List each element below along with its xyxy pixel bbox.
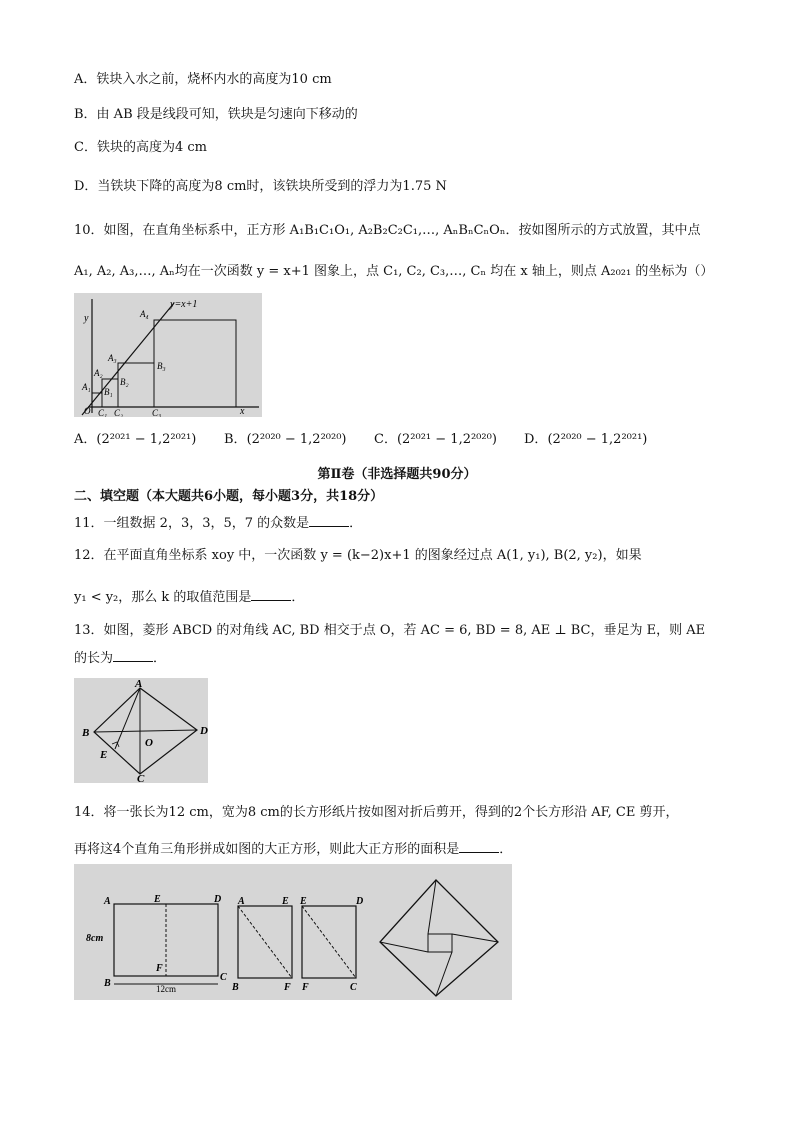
- option-c-q9: C．铁块的高度为4 cm: [74, 140, 207, 155]
- q14-figure-svg: [74, 864, 512, 1000]
- q12-line2-text: y₁ < y₂，那么 k 的取值范围是: [74, 590, 252, 605]
- label-c: C: [137, 773, 145, 783]
- label-e: E: [100, 749, 108, 761]
- label-b2: B₂: [120, 377, 129, 387]
- label-c1: C₁: [98, 408, 108, 417]
- label-b-half: B: [232, 982, 239, 993]
- q10-option-d-label: D．: [524, 432, 548, 447]
- label-a-rect: A: [104, 896, 111, 907]
- label-a3: A₃: [108, 353, 117, 363]
- label-a1: A₁: [82, 382, 91, 392]
- label-e-half: E: [282, 896, 289, 907]
- segment-ae: [115, 688, 140, 749]
- label-y: y: [84, 313, 89, 324]
- label-o: O: [84, 406, 91, 416]
- label-b3: B₃: [157, 361, 166, 371]
- q14-figure: [74, 864, 512, 1000]
- q10-option-a-value: (2²⁰²¹ − 1,2²⁰²¹): [96, 432, 197, 447]
- square-4: [154, 320, 236, 407]
- label-f-half: F: [284, 982, 291, 993]
- label-width: 8cm: [86, 933, 104, 944]
- label-c-rect: C: [220, 972, 227, 983]
- label-a4: A₄: [140, 309, 149, 319]
- q10-option-d-value: (2²⁰²⁰ − 1,2²⁰²¹): [547, 432, 648, 447]
- q14-line1: 14．将一张长为12 cm，宽为8 cm的长方形纸片按如图对折后剪开，得到的2个长方形沿 AF, CE 剪开，: [74, 805, 679, 820]
- section-title: 第Ⅱ卷（非选择题共90分）: [317, 467, 477, 482]
- q10-line2: A₁, A₂, A₃,…, Aₙ均在一次函数 y = x+1 图象上，点 C₁, C₂, C₃,…, Cₙ 均在 x 轴上，则点 A₂₀₂₁ 的坐标为（）: [74, 264, 714, 279]
- q13-period: ．: [153, 651, 167, 666]
- q11-period: ．: [349, 516, 363, 531]
- q10-figure-svg: [74, 293, 262, 417]
- q14-line2-text: 再将这4个直角三角形拼成如图的大正方形，则此大正方形的面积是: [74, 842, 460, 857]
- label-d-rect: D: [214, 894, 222, 905]
- cut-af: [238, 906, 292, 978]
- label-o: O: [145, 737, 153, 749]
- label-f-rect: F: [156, 963, 163, 974]
- label-a2: A₂: [94, 368, 103, 378]
- label-e-half2: E: [300, 896, 307, 907]
- q10-option-a-label: A．: [74, 432, 97, 447]
- label-b1: B₁: [104, 387, 113, 397]
- q12-line1: 12．在平面直角坐标系 xoy 中，一次函数 y = (k−2)x+1 的图象经过点 A(1, y₁), B(2, y₂)，如果: [74, 548, 642, 563]
- q10-option-c: [374, 428, 497, 447]
- label-c-half2: C: [350, 982, 357, 993]
- label-fn: y=x+1: [170, 299, 198, 310]
- q10-line1: 10．如图，在直角坐标系中，正方形 A₁B₁C₁O₁, A₂B₂C₂C₁,…, AₙBₙCₙOₙ．按如图所示的方式放置，其中点: [74, 223, 701, 238]
- q13-line2-text: 的长为: [74, 651, 114, 666]
- q13-figure: [74, 678, 208, 783]
- q10-option-b-value: (2²⁰²⁰ − 1,2²⁰²⁰): [246, 432, 347, 447]
- q13-figure-svg: [74, 678, 208, 783]
- q10-option-c-value: (2²⁰²¹ − 1,2²⁰²⁰): [396, 432, 497, 447]
- option-d-q9: D．当铁块下降的高度为8 cm时，该铁块所受到的浮力为1.75 N: [74, 179, 447, 194]
- diagonal-bd: [94, 730, 197, 732]
- label-a: A: [135, 678, 143, 690]
- q12-blank[interactable]: [251, 588, 291, 601]
- q12-line2: [74, 588, 304, 607]
- label-f-half2: F: [302, 982, 309, 993]
- q10-figure: [74, 293, 262, 417]
- q14-line2: [74, 840, 512, 859]
- label-e-rect: E: [154, 894, 161, 905]
- square-1: [92, 393, 102, 407]
- label-b: B: [82, 727, 90, 739]
- q11: [74, 514, 362, 533]
- section-heading: 二、填空题（本大题共6小题，每小题3分，共18分）: [74, 489, 384, 504]
- q11-text: 11．一组数据 2，3，3，5，7 的众数是: [74, 516, 310, 531]
- label-length: 12cm: [156, 984, 176, 994]
- label-a-half: A: [238, 896, 245, 907]
- q10-option-b: [224, 428, 347, 447]
- label-d: D: [200, 725, 208, 737]
- q10-option-a: [74, 428, 196, 447]
- label-x: x: [240, 406, 245, 417]
- label-c3: C₃: [152, 408, 162, 417]
- option-b-q9: B．由 AB 段是线段可知，铁块是匀速向下移动的: [74, 107, 358, 122]
- inner-square: [428, 934, 452, 952]
- q14-period: ．: [499, 842, 513, 857]
- big-square: [380, 880, 498, 996]
- q13-line2: [74, 649, 166, 668]
- q14-blank[interactable]: [459, 840, 499, 853]
- tri-edge-4: [380, 942, 428, 952]
- q10-option-c-label: C．: [374, 432, 397, 447]
- label-b-rect: B: [104, 978, 111, 989]
- q10-option-d: [524, 428, 647, 447]
- cut-ce: [302, 906, 356, 978]
- q11-blank[interactable]: [309, 514, 349, 527]
- q13-blank[interactable]: [113, 649, 153, 662]
- label-d-half2: D: [356, 896, 364, 907]
- q10-option-b-label: B．: [224, 432, 247, 447]
- option-a-q9: A．铁块入水之前，烧杯内水的高度为10 cm: [74, 72, 332, 87]
- label-c2: C₂: [114, 408, 124, 417]
- q12-period: ．: [291, 590, 305, 605]
- q13-line1: 13．如图，菱形 ABCD 的对角线 AC, BD 相交于点 O，若 AC = 6, BD = 8, AE ⊥ BC，垂足为 E，则 AE: [74, 623, 706, 638]
